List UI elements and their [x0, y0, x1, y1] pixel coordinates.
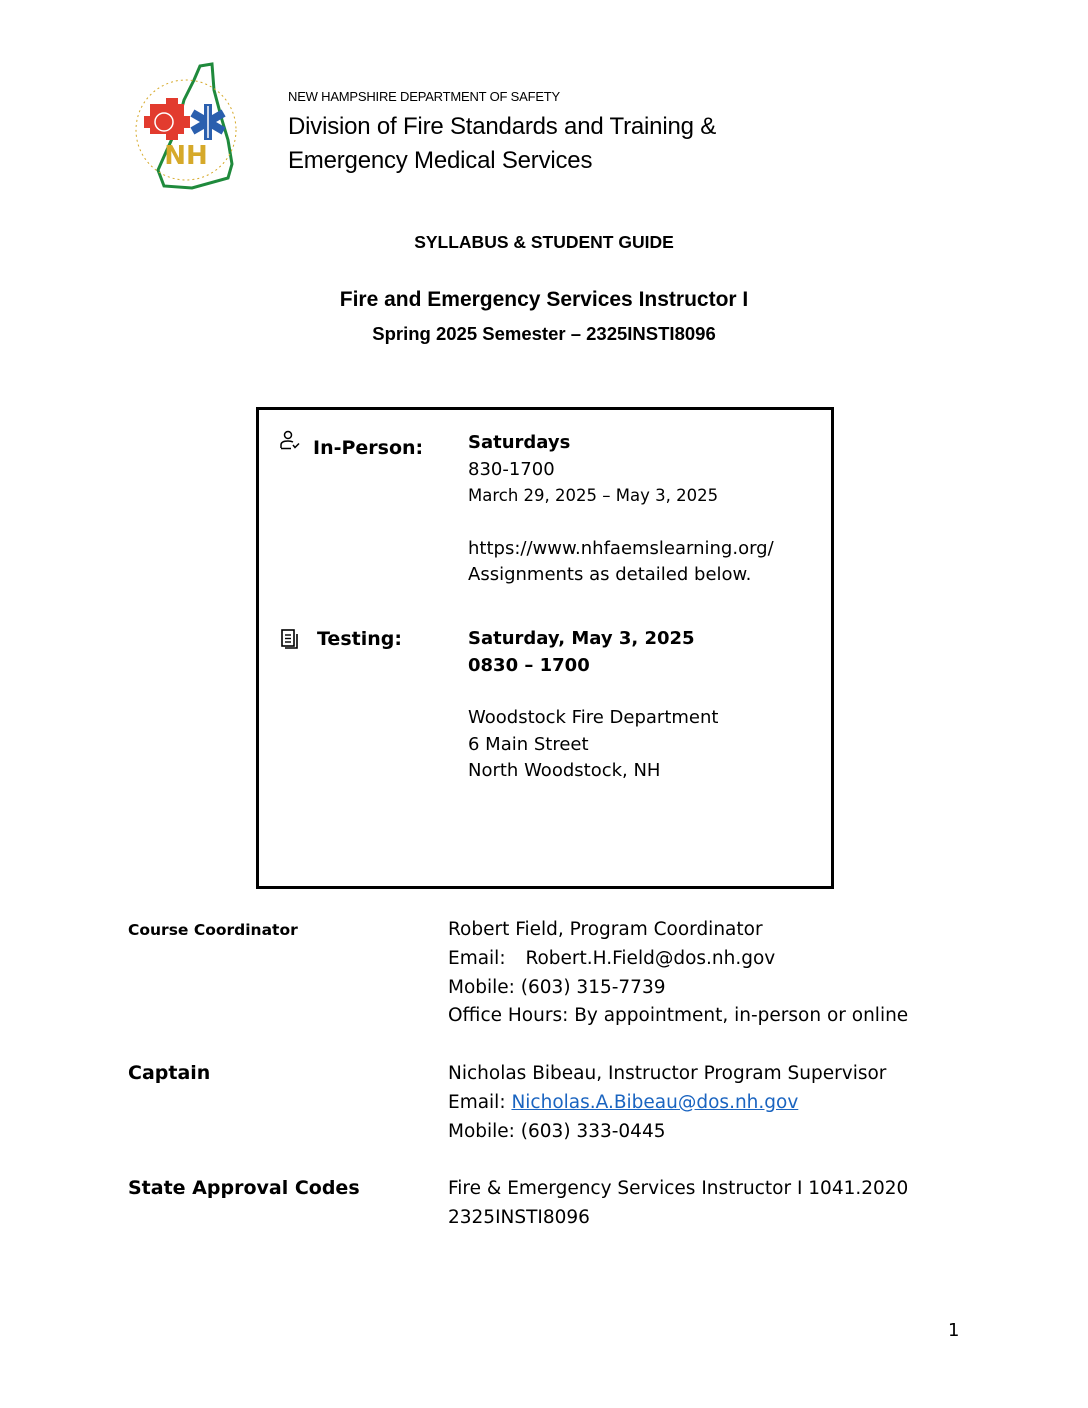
division-line-2: Emergency Medical Services: [288, 147, 593, 174]
contact-details: [448, 1060, 886, 1146]
testing-location-name: Woodstock Fire Department: [468, 707, 719, 728]
email-label: Email:: [448, 947, 506, 969]
captain-email-link[interactable]: Nicholas.A.Bibeau@dos.nh.gov: [511, 1091, 799, 1113]
nh-fst-ems-logo: [128, 60, 248, 194]
contact-label: Course Coordinator: [128, 921, 298, 939]
testing-label: Testing:: [317, 628, 402, 650]
person-check-icon: [278, 430, 302, 454]
division-name: [288, 110, 716, 178]
approval-code: 2325INSTI8096: [448, 1206, 590, 1228]
in-person-label: In-Person:: [313, 437, 424, 459]
in-person-note: Assignments as detailed below.: [468, 564, 752, 585]
in-person-dates: March 29, 2025 – May 3, 2025: [468, 486, 719, 505]
document-type: SYLLABUS & STUDENT GUIDE: [414, 232, 674, 252]
page-number: 1: [948, 1320, 960, 1341]
contact-email-row: [448, 1089, 886, 1118]
contact-office-hours: Office Hours: By appointment, in-person or online: [448, 1005, 909, 1027]
division-line-1: Division of Fire Standards and Training &: [288, 113, 717, 140]
schedule-box: [256, 407, 834, 889]
course-url-link[interactable]: https://www.nhfaemslearning.org/: [468, 537, 774, 559]
approval-code-list: [448, 1175, 908, 1233]
contact-label: Captain: [128, 1062, 211, 1084]
contact-mobile: Mobile: (603) 333-0445: [448, 1120, 666, 1142]
contact-email-row: [448, 945, 908, 974]
testing-time: 0830 – 1700: [468, 654, 590, 676]
testing-date: Saturday, May 3, 2025: [468, 628, 695, 649]
contact-name: Robert Field, Program Coordinator: [448, 919, 763, 940]
agency-name: NEW HAMPSHIRE DEPARTMENT OF SAFETY: [288, 89, 561, 104]
semester-line: Spring 2025 Semester – 2325INSTI8096: [372, 323, 716, 344]
contact-name: Nicholas Bibeau, Instructor Program Supervisor: [448, 1063, 887, 1084]
testing-details: [468, 626, 718, 785]
contact-mobile: Mobile: (603) 315-7739: [448, 976, 666, 998]
approval-code: Fire & Emergency Services Instructor I 1041.2020: [448, 1178, 909, 1199]
coordinator-email[interactable]: Robert.H.Field@dos.nh.gov: [525, 947, 776, 969]
contact-label: State Approval Codes: [128, 1177, 360, 1199]
in-person-day: Saturdays: [468, 432, 571, 453]
testing-city: North Woodstock, NH: [468, 760, 661, 781]
in-person-details: [468, 430, 774, 589]
logo-nh-text: NH: [164, 141, 208, 171]
in-person-time: 830-1700: [468, 458, 555, 480]
course-title: Fire and Emergency Services Instructor I: [339, 288, 749, 311]
testing-street: 6 Main Street: [468, 733, 589, 755]
email-label: Email:: [448, 1091, 506, 1113]
contact-details: [448, 916, 908, 1031]
document-copy-icon: [279, 628, 301, 652]
